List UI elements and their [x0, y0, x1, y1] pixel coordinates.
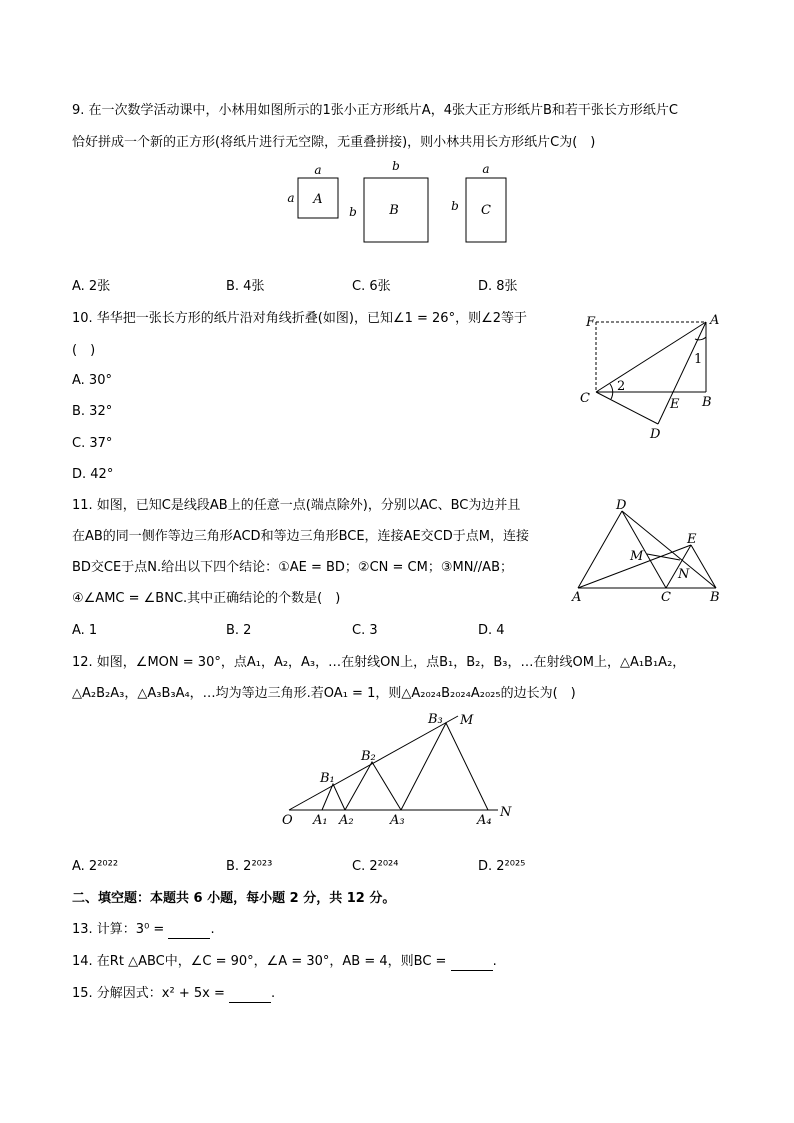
fig10-label-A: A: [710, 313, 720, 328]
fig12-label-A1: A₁: [313, 813, 328, 828]
fig12-label-N: N: [500, 805, 512, 820]
label-C: C: [481, 203, 491, 218]
q12-line2: △A₂B₂A₃，△A₃B₃A₄，…均为等边三角形.若OA₁ = 1，则△A₂₀₂₄B₂₀₂₄A₂₀₂₅的边长为( ): [72, 686, 576, 701]
fig11-label-E: E: [687, 532, 697, 547]
fig12-label-A4: A₄: [477, 813, 492, 828]
q14-answer-blank[interactable]: [451, 956, 493, 971]
label-A: A: [313, 192, 323, 207]
fig12-label-A3: A₃: [390, 813, 405, 828]
fig11-label-M: M: [630, 549, 644, 564]
q9-option-a[interactable]: A. 2张: [72, 279, 111, 294]
q12-option-a[interactable]: A. 2²⁰²²: [72, 859, 119, 874]
fig11-label-A: A: [572, 590, 582, 605]
fig11-label-C: C: [661, 590, 671, 605]
fig10-label-2: 2: [617, 379, 626, 394]
label-b-top: b: [392, 159, 400, 173]
label-b-side: b: [349, 205, 357, 219]
fig10-label-E: E: [670, 397, 680, 412]
fig10-label-C: C: [580, 391, 590, 406]
fig12-label-B2: B₂: [361, 749, 376, 764]
q15: [72, 985, 275, 1003]
q11-line1: 11. 如图，已知C是线段AB上的任意一点(端点除外)，分别以AC、BC为边并且: [72, 498, 521, 513]
q13: [72, 921, 215, 939]
q10-option-a[interactable]: A. 30°: [72, 373, 112, 388]
label-c-side: b: [451, 199, 459, 213]
fig11-label-D: D: [616, 498, 627, 513]
section-heading: 二、填空题：本题共 6 小题，每小题 2 分，共 12 分。: [72, 891, 396, 906]
fig10-label-1: 1: [694, 352, 703, 367]
q9-option-b[interactable]: B. 4张: [226, 279, 265, 294]
q12-option-d[interactable]: D. 2²⁰²⁵: [478, 859, 526, 874]
q9-line1: 9. 在一次数学活动课中，小林用如图所示的1张小正方形纸片A，4张大正方形纸片B和若干张长方形纸片C: [72, 103, 678, 118]
fig12-label-A2: A₂: [339, 813, 354, 828]
q10-option-c[interactable]: C. 37°: [72, 436, 113, 451]
q14: [72, 953, 497, 971]
q15-answer-blank[interactable]: [229, 988, 271, 1003]
q9-line2: 恰好拼成一个新的正方形(将纸片进行无空隙，无重叠拼接)，则小林共用长方形纸片C为( ): [72, 135, 596, 150]
q10-line1: 10. 华华把一张长方形的纸片沿对角线折叠(如图)，已知∠1 = 26°，则∠2等于: [72, 311, 528, 326]
fig12-label-B3: B₃: [428, 712, 443, 727]
fig12-label-B1: B₁: [320, 771, 335, 786]
q13-answer-blank[interactable]: [168, 924, 210, 939]
fig12-label-M: M: [460, 713, 474, 728]
label-a-top: a: [314, 163, 322, 177]
fig10-label-D: D: [650, 427, 661, 442]
fig11-label-N: N: [678, 567, 690, 582]
q13-end: .: [210, 922, 215, 937]
fig10-label-B: B: [702, 395, 712, 410]
q15-text: 15. 分解因式：x² + 5x =: [72, 986, 229, 1001]
q12-option-c[interactable]: C. 2²⁰²⁴: [352, 859, 399, 874]
q10-option-b[interactable]: B. 32°: [72, 404, 113, 419]
q12-line1: 12. 如图，∠MON = 30°，点A₁，A₂，A₃，…在射线ON上，点B₁，B₂，B₃，…在射线OM上，△A₁B₁A₂，: [72, 655, 686, 670]
q11-option-c[interactable]: C. 3: [352, 623, 378, 638]
q9-option-c[interactable]: C. 6张: [352, 279, 391, 294]
label-c-top: a: [482, 162, 490, 176]
q10-line2: ( ): [72, 343, 96, 358]
q12-option-b[interactable]: B. 2²⁰²³: [226, 859, 273, 874]
q11-option-b[interactable]: B. 2: [226, 623, 252, 638]
q11-line4: ④∠AMC = ∠BNC.其中正确结论的个数是( ): [72, 591, 341, 606]
q14-text: 14. 在Rt △ABC中，∠C = 90°，∠A = 30°，AB = 4，则BC =: [72, 954, 451, 969]
fig12-label-O: O: [282, 813, 293, 828]
label-B: B: [389, 203, 399, 218]
label-a-side: a: [287, 191, 295, 205]
q14-end: .: [492, 954, 497, 969]
fig11-label-B: B: [710, 590, 720, 605]
q11-option-d[interactable]: D. 4: [478, 623, 505, 638]
q11-line3: BD交CE于点N.给出以下四个结论：①AE = BD；②CN = CM；③MN//AB；: [72, 560, 513, 575]
fig10-label-F: F: [586, 315, 596, 330]
q11-option-a[interactable]: A. 1: [72, 623, 98, 638]
q10-option-d[interactable]: D. 42°: [72, 467, 114, 482]
q11-line2: 在AB的同一侧作等边三角形ACD和等边三角形BCE，连接AE交CD于点M，连接: [72, 529, 529, 544]
q13-text: 13. 计算：3⁰ =: [72, 922, 169, 937]
q15-end: .: [271, 986, 276, 1001]
q9-option-d[interactable]: D. 8张: [478, 279, 518, 294]
